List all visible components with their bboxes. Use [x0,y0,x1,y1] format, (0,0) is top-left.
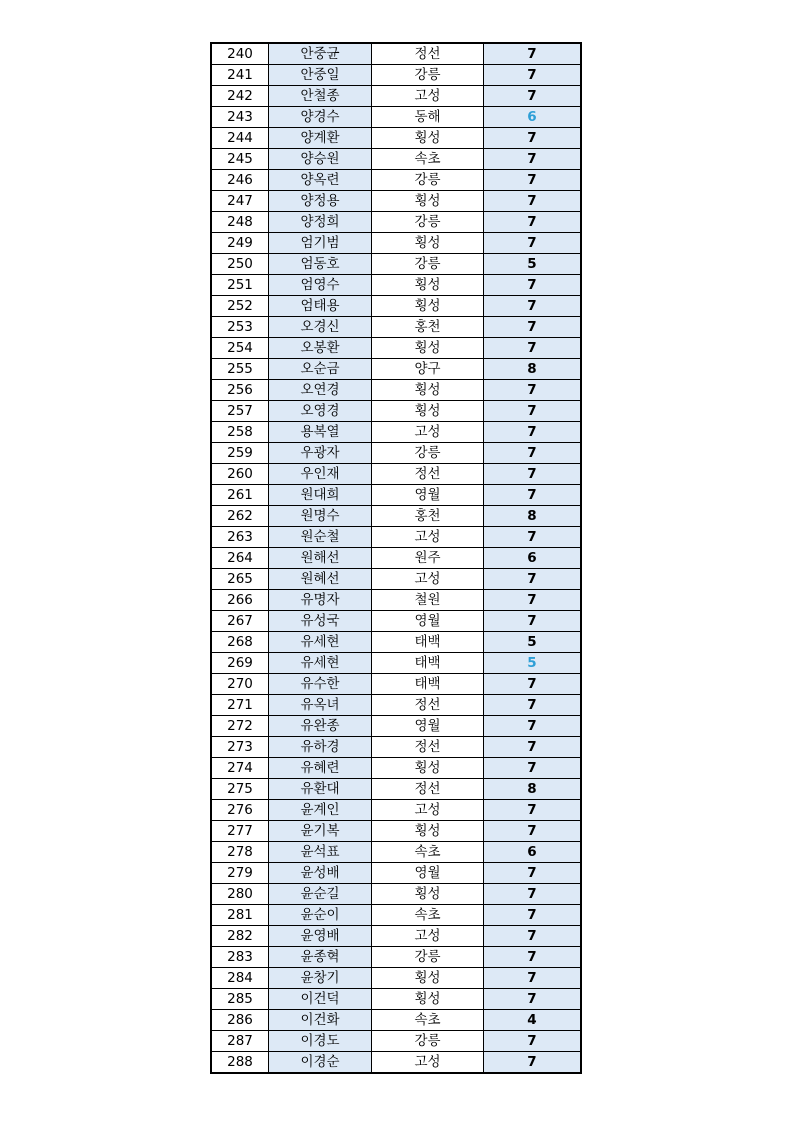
region-name: 동해 [372,107,484,128]
score-value: 7 [484,443,582,464]
row-number: 270 [211,674,269,695]
table-row [211,695,581,716]
person-name: 양옥련 [269,170,372,191]
person-name: 원대희 [269,485,372,506]
person-name: 유명자 [269,590,372,611]
score-value: 7 [484,233,582,254]
score-value: 7 [484,989,582,1010]
score-value: 7 [484,128,582,149]
person-name: 엄동호 [269,254,372,275]
region-name: 정선 [372,43,484,65]
table-row [211,758,581,779]
region-name: 양구 [372,359,484,380]
row-number: 283 [211,947,269,968]
score-value: 6 [484,548,582,569]
table-row [211,359,581,380]
score-value: 7 [484,464,582,485]
region-name: 횡성 [372,758,484,779]
score-value: 7 [484,380,582,401]
person-name: 유옥녀 [269,695,372,716]
person-name: 유세현 [269,632,372,653]
table-row [211,485,581,506]
row-number: 244 [211,128,269,149]
score-value: 7 [484,317,582,338]
person-name: 윤순길 [269,884,372,905]
row-number: 241 [211,65,269,86]
row-number: 281 [211,905,269,926]
table-row [211,737,581,758]
score-value: 7 [484,884,582,905]
person-name: 양정희 [269,212,372,233]
table-row [211,86,581,107]
person-name: 윤석표 [269,842,372,863]
table-row [211,653,581,674]
region-name: 고성 [372,422,484,443]
region-name: 강릉 [372,947,484,968]
score-value: 8 [484,359,582,380]
row-number: 258 [211,422,269,443]
region-name: 고성 [372,926,484,947]
score-value: 7 [484,569,582,590]
person-name: 엄기범 [269,233,372,254]
score-value: 7 [484,149,582,170]
score-value: 7 [484,338,582,359]
region-name: 고성 [372,800,484,821]
person-name: 윤영배 [269,926,372,947]
table-row [211,254,581,275]
region-name: 속초 [372,905,484,926]
person-name: 원명수 [269,506,372,527]
row-number: 263 [211,527,269,548]
table-row [211,107,581,128]
score-value: 8 [484,779,582,800]
person-name: 윤기복 [269,821,372,842]
row-number: 240 [211,43,269,65]
score-value: 5 [484,653,582,674]
table-row [211,632,581,653]
score-value: 7 [484,968,582,989]
region-name: 고성 [372,1052,484,1074]
score-value: 7 [484,590,582,611]
score-value: 7 [484,527,582,548]
table-row [211,380,581,401]
row-number: 249 [211,233,269,254]
person-name: 용복열 [269,422,372,443]
region-name: 영월 [372,611,484,632]
region-name: 횡성 [372,128,484,149]
row-number: 251 [211,275,269,296]
region-name: 속초 [372,842,484,863]
score-value: 6 [484,842,582,863]
person-name: 우광자 [269,443,372,464]
row-number: 259 [211,443,269,464]
row-number: 250 [211,254,269,275]
table-row [211,275,581,296]
region-name: 태백 [372,653,484,674]
score-value: 7 [484,170,582,191]
row-number: 265 [211,569,269,590]
table-row [211,863,581,884]
score-value: 5 [484,632,582,653]
person-name: 안중균 [269,43,372,65]
row-number: 275 [211,779,269,800]
table-row [211,842,581,863]
table-row [211,569,581,590]
row-number: 266 [211,590,269,611]
person-name: 오연경 [269,380,372,401]
table-row [211,149,581,170]
region-name: 고성 [372,569,484,590]
score-value: 7 [484,905,582,926]
score-value: 7 [484,674,582,695]
table-row [211,233,581,254]
row-number: 253 [211,317,269,338]
region-name: 속초 [372,1010,484,1031]
score-value: 4 [484,1010,582,1031]
region-name: 홍천 [372,506,484,527]
table-row [211,191,581,212]
score-value: 7 [484,800,582,821]
score-value: 7 [484,485,582,506]
table-row [211,170,581,191]
table-row [211,800,581,821]
row-number: 246 [211,170,269,191]
row-number: 261 [211,485,269,506]
score-value: 6 [484,107,582,128]
region-name: 정선 [372,695,484,716]
row-number: 255 [211,359,269,380]
row-number: 286 [211,1010,269,1031]
person-name: 유혜련 [269,758,372,779]
score-value: 7 [484,1052,582,1074]
region-name: 횡성 [372,968,484,989]
row-number: 272 [211,716,269,737]
score-value: 7 [484,926,582,947]
region-name: 영월 [372,863,484,884]
person-name: 유환대 [269,779,372,800]
row-number: 282 [211,926,269,947]
table-row [211,884,581,905]
region-name: 횡성 [372,275,484,296]
person-name: 엄태용 [269,296,372,317]
score-value: 7 [484,863,582,884]
table-row [211,905,581,926]
person-name: 오영경 [269,401,372,422]
person-name: 양승원 [269,149,372,170]
table-row [211,464,581,485]
table-row [211,821,581,842]
row-number: 264 [211,548,269,569]
person-name: 오경신 [269,317,372,338]
row-number: 288 [211,1052,269,1074]
row-number: 280 [211,884,269,905]
person-name: 엄영수 [269,275,372,296]
table-row [211,590,581,611]
region-name: 강릉 [372,254,484,275]
table-row [211,989,581,1010]
table-row [211,128,581,149]
score-value: 7 [484,296,582,317]
roster-table [210,42,582,1074]
person-name: 오봉환 [269,338,372,359]
table-row [211,947,581,968]
person-name: 윤종혁 [269,947,372,968]
person-name: 윤창기 [269,968,372,989]
row-number: 278 [211,842,269,863]
row-number: 252 [211,296,269,317]
row-number: 248 [211,212,269,233]
table-row [211,968,581,989]
table-row [211,317,581,338]
row-number: 276 [211,800,269,821]
score-value: 7 [484,212,582,233]
region-name: 태백 [372,632,484,653]
score-value: 7 [484,275,582,296]
region-name: 강릉 [372,1031,484,1052]
region-name: 원주 [372,548,484,569]
table-row [211,1031,581,1052]
person-name: 이건덕 [269,989,372,1010]
person-name: 원순철 [269,527,372,548]
table-row [211,674,581,695]
region-name: 정선 [372,737,484,758]
table-row [211,338,581,359]
region-name: 횡성 [372,884,484,905]
row-number: 247 [211,191,269,212]
score-value: 7 [484,695,582,716]
table-row [211,401,581,422]
region-name: 강릉 [372,212,484,233]
region-name: 강릉 [372,65,484,86]
person-name: 양경수 [269,107,372,128]
row-number: 273 [211,737,269,758]
score-value: 5 [484,254,582,275]
row-number: 267 [211,611,269,632]
person-name: 양정용 [269,191,372,212]
row-number: 262 [211,506,269,527]
region-name: 철원 [372,590,484,611]
person-name: 윤계인 [269,800,372,821]
score-value: 7 [484,821,582,842]
region-name: 횡성 [372,338,484,359]
row-number: 260 [211,464,269,485]
row-number: 269 [211,653,269,674]
person-name: 오순금 [269,359,372,380]
score-value: 7 [484,86,582,107]
table-row [211,422,581,443]
row-number: 271 [211,695,269,716]
score-value: 7 [484,43,582,65]
table-row [211,212,581,233]
row-number: 254 [211,338,269,359]
score-value: 7 [484,191,582,212]
person-name: 이경도 [269,1031,372,1052]
score-value: 8 [484,506,582,527]
person-name: 유완종 [269,716,372,737]
region-name: 횡성 [372,380,484,401]
row-number: 285 [211,989,269,1010]
region-name: 횡성 [372,233,484,254]
table-row [211,1010,581,1031]
region-name: 강릉 [372,443,484,464]
person-name: 안중일 [269,65,372,86]
table-row [211,716,581,737]
table-row [211,1052,581,1074]
score-value: 7 [484,716,582,737]
row-number: 277 [211,821,269,842]
region-name: 횡성 [372,821,484,842]
table-row [211,443,581,464]
person-name: 유하경 [269,737,372,758]
person-name: 원혜선 [269,569,372,590]
score-value: 7 [484,758,582,779]
row-number: 287 [211,1031,269,1052]
roster-body [211,43,581,1073]
person-name: 안철종 [269,86,372,107]
table-row [211,926,581,947]
region-name: 태백 [372,674,484,695]
table-row [211,527,581,548]
row-number: 243 [211,107,269,128]
score-value: 7 [484,947,582,968]
row-number: 257 [211,401,269,422]
table-row [211,611,581,632]
table-row [211,779,581,800]
table-row [211,296,581,317]
region-name: 횡성 [372,989,484,1010]
score-value: 7 [484,65,582,86]
region-name: 정선 [372,464,484,485]
row-number: 242 [211,86,269,107]
score-value: 7 [484,611,582,632]
region-name: 정선 [372,779,484,800]
row-number: 256 [211,380,269,401]
table-row [211,548,581,569]
region-name: 횡성 [372,296,484,317]
region-name: 홍천 [372,317,484,338]
score-value: 7 [484,1031,582,1052]
row-number: 279 [211,863,269,884]
person-name: 유성국 [269,611,372,632]
person-name: 윤순이 [269,905,372,926]
row-number: 268 [211,632,269,653]
person-name: 양계환 [269,128,372,149]
person-name: 유수한 [269,674,372,695]
region-name: 고성 [372,527,484,548]
score-value: 7 [484,401,582,422]
person-name: 이건화 [269,1010,372,1031]
region-name: 영월 [372,485,484,506]
person-name: 원해선 [269,548,372,569]
person-name: 우인재 [269,464,372,485]
person-name: 유세현 [269,653,372,674]
person-name: 이경순 [269,1052,372,1074]
region-name: 영월 [372,716,484,737]
row-number: 284 [211,968,269,989]
region-name: 횡성 [372,191,484,212]
person-name: 윤성배 [269,863,372,884]
region-name: 고성 [372,86,484,107]
score-value: 7 [484,737,582,758]
region-name: 횡성 [372,401,484,422]
row-number: 274 [211,758,269,779]
region-name: 속초 [372,149,484,170]
table-row [211,43,581,65]
table-row [211,506,581,527]
table-row [211,65,581,86]
region-name: 강릉 [372,170,484,191]
score-value: 7 [484,422,582,443]
row-number: 245 [211,149,269,170]
